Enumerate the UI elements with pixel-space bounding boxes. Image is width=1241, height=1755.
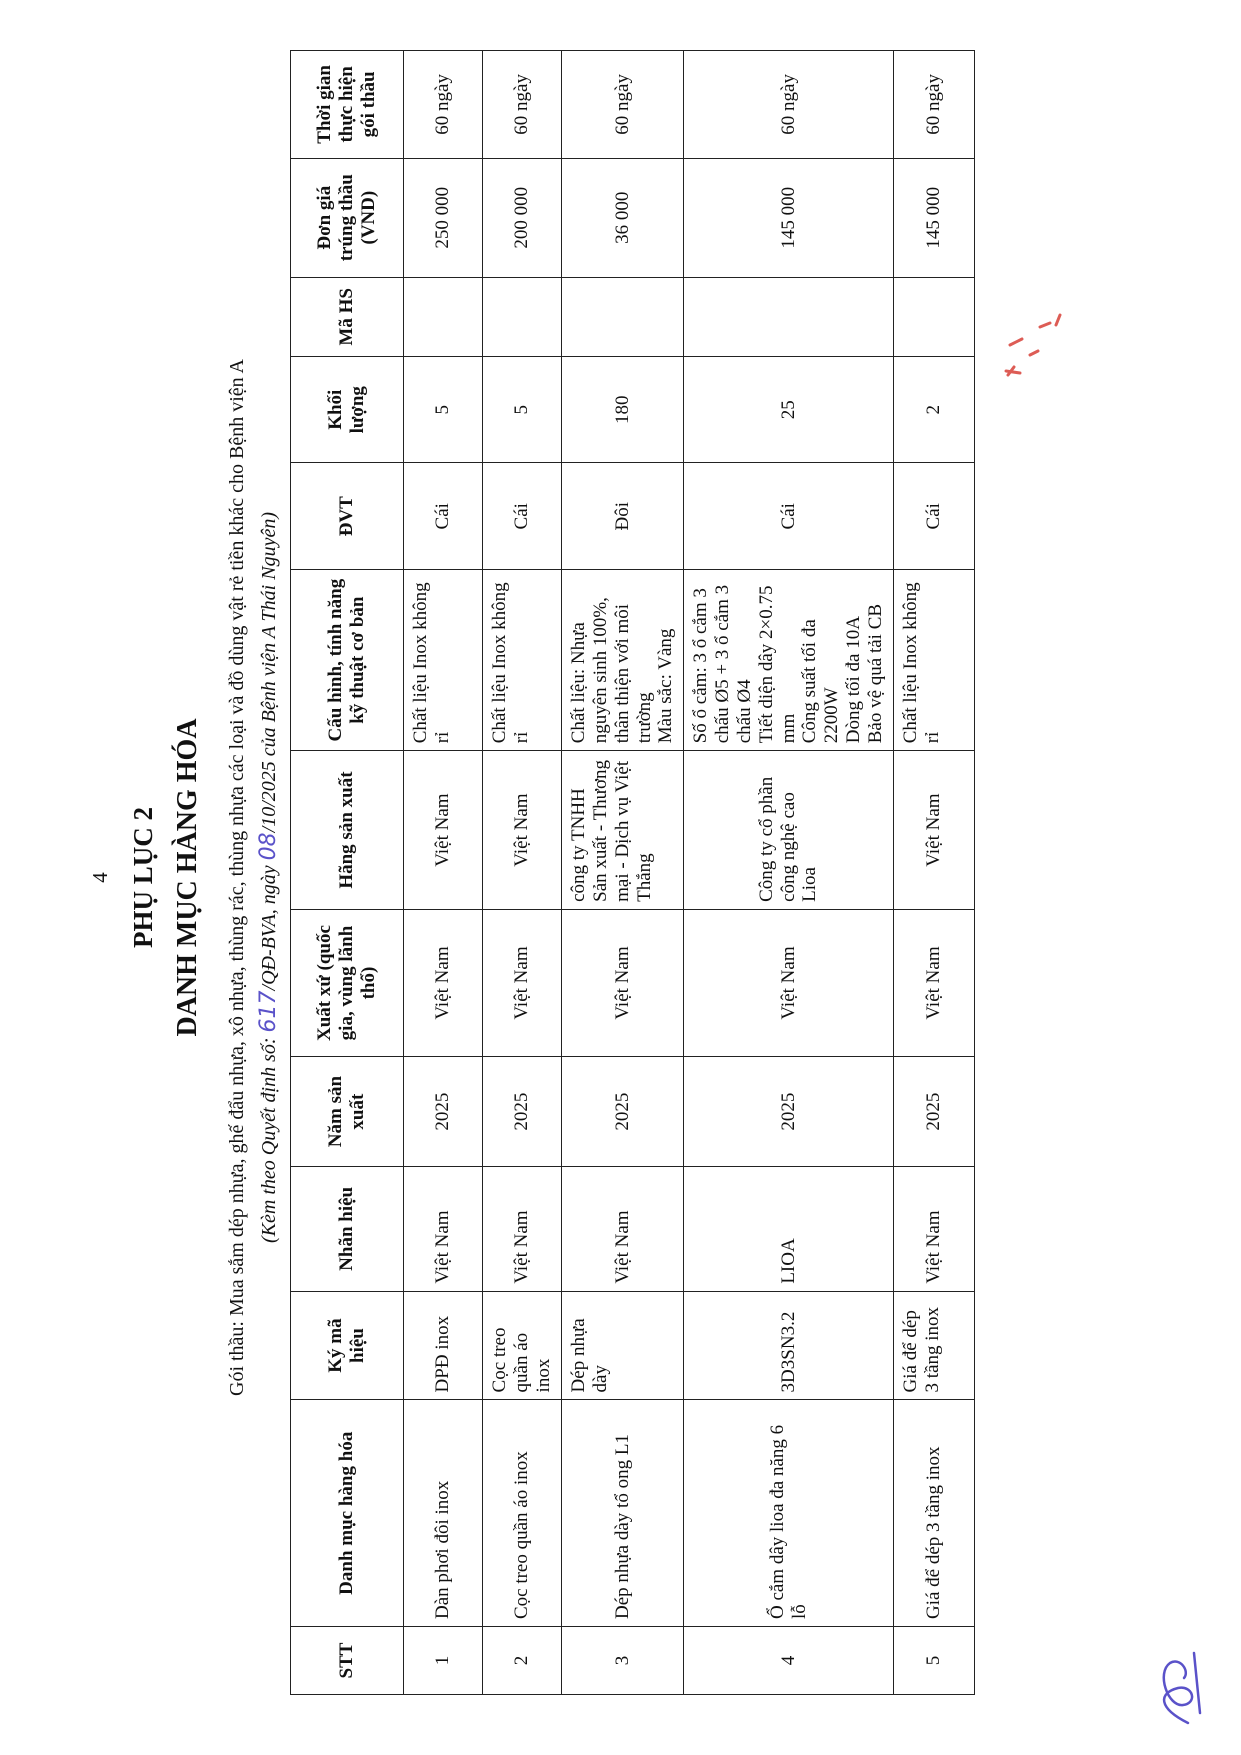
table-cell: 3D3SN3.2 (684, 1291, 894, 1400)
table-cell: 1 (404, 1627, 483, 1695)
table-cell: Việt Nam (404, 751, 483, 910)
table-cell: 2025 (684, 1057, 894, 1167)
table-cell: Dép nhựa dày tổ ong L1 (562, 1400, 684, 1627)
decision-suffix: /10/2025 của Bệnh viện A Thái Nguyên) (258, 512, 280, 833)
header-cell: Ký mã hiệu (291, 1291, 404, 1400)
table-row (684, 51, 894, 1695)
decision-day: 08 (256, 832, 281, 861)
table-cell: LIOA (684, 1167, 894, 1292)
table-cell (404, 277, 483, 356)
table-cell: 250 000 (404, 158, 483, 277)
table-cell: 4 (684, 1627, 894, 1695)
header-cell: Nhãn hiệu (291, 1167, 404, 1292)
table-cell: 180 (562, 356, 684, 463)
table-cell: 5 (483, 356, 562, 463)
table-cell: Dép nhựa dày (562, 1291, 684, 1400)
decision-reference (256, 0, 281, 1755)
table-cell: 145 000 (893, 158, 974, 277)
package-description: Gói thầu: Mua sắm dép nhựa, ghế đẩu nhựa, xô nhựa, thùng rác, thùng nhựa các loại và đồ dùng vật rẻ tiền khác cho Bệnh viện A (226, 359, 248, 1396)
table-cell: 60 ngày (684, 51, 894, 159)
header-cell: Năm sản xuất (291, 1057, 404, 1167)
table-cell: 2 (893, 356, 974, 463)
header-cell: STT (291, 1627, 404, 1695)
signature-icon (1148, 1643, 1208, 1733)
table-cell: Số ổ cắm: 3 ổ cắm 3 chấu Ø5 + 3 ổ cắm 3 chấu Ø4 Tiết diện dây 2×0.75 mm Công suất tối đa 2200W Dòng tối đa 10A Bảo vệ quá tải CB (684, 569, 894, 750)
table-cell: Việt Nam (684, 909, 894, 1056)
table-cell: Cái (404, 463, 483, 570)
appendix-title: PHỤ LỤC 2 (128, 807, 158, 948)
table-row (404, 51, 483, 1695)
table-cell: 60 ngày (562, 51, 684, 159)
goods-table (290, 50, 975, 1695)
table-cell: Chất liệu Inox không rỉ (483, 569, 562, 750)
table-cell: 5 (404, 356, 483, 463)
table-cell: Việt Nam (893, 909, 974, 1056)
table-cell (684, 277, 894, 356)
table-cell: Đôi (562, 463, 684, 570)
table-cell: Chất liệu: Nhựa nguyên sinh 100%, thân thiện với môi trường Màu sắc: Vàng (562, 569, 684, 750)
header-cell: Mã HS (291, 277, 404, 356)
header-cell: Khối lượng (291, 356, 404, 463)
table-row (562, 51, 684, 1695)
table-cell: Chất liệu Inox không rỉ (404, 569, 483, 750)
decision-middle: /QĐ-BVA, ngày (258, 860, 280, 991)
table-cell (562, 277, 684, 356)
table-row (893, 51, 974, 1695)
decision-prefix: (Kèm theo Quyết định số: (258, 1032, 280, 1243)
table-cell: 36 000 (562, 158, 684, 277)
table-cell: 2025 (483, 1057, 562, 1167)
table-cell: công ty TNHH Sản xuất - Thương mại - Dịch vụ Việt Thắng (562, 751, 684, 910)
table-cell: Cọc treo quần áo inox (483, 1291, 562, 1400)
table-cell: Việt Nam (562, 909, 684, 1056)
table-cell: Ổ cắm dây lioa đa năng 6 lỗ (684, 1400, 894, 1627)
decision-number: 617 (256, 990, 281, 1033)
table-cell: Giá để dép 3 tầng inox (893, 1291, 974, 1400)
stamp-fragment-icon (1000, 305, 1070, 385)
table-cell: Việt Nam (893, 751, 974, 910)
header-cell: Hãng sản xuất (291, 751, 404, 910)
header-cell: Thời gian thực hiện gói thầu (291, 51, 404, 159)
table-cell: 200 000 (483, 158, 562, 277)
table-cell: 5 (893, 1627, 974, 1695)
table-cell: Giá để dép 3 tầng inox (893, 1400, 974, 1627)
list-title: DANH MỤC HÀNG HÓA (172, 718, 203, 1037)
table-cell: 25 (684, 356, 894, 463)
table-cell: Dàn phơi đôi inox (404, 1400, 483, 1627)
table-cell: Công ty cổ phần công nghệ cao Lioa (684, 751, 894, 910)
table-cell: 3 (562, 1627, 684, 1695)
table-cell: Việt Nam (483, 751, 562, 910)
header-cell: Xuất xứ (quốc gia, vùng lãnh thổ) (291, 909, 404, 1056)
table-cell: Cái (483, 463, 562, 570)
table-cell: Việt Nam (893, 1167, 974, 1292)
table-cell: 145 000 (684, 158, 894, 277)
table-cell: 2025 (404, 1057, 483, 1167)
table-cell: 2025 (562, 1057, 684, 1167)
table-cell (483, 277, 562, 356)
table-cell: 2025 (893, 1057, 974, 1167)
table-cell: 60 ngày (893, 51, 974, 159)
header-cell: ĐVT (291, 463, 404, 570)
table-header-row (291, 51, 404, 1695)
table-cell: DPĐ inox (404, 1291, 483, 1400)
table-cell: Cái (684, 463, 894, 570)
table-cell: Việt Nam (404, 909, 483, 1056)
table-cell: Việt Nam (404, 1167, 483, 1292)
table-cell (893, 277, 974, 356)
table-cell: 60 ngày (483, 51, 562, 159)
table-cell: Cái (893, 463, 974, 570)
header-cell: Cấu hình, tính năng kỹ thuật cơ bản (291, 569, 404, 750)
header-cell: Đơn giá trúng thầu (VND) (291, 158, 404, 277)
table-cell: 2 (483, 1627, 562, 1695)
table-cell: Việt Nam (562, 1167, 684, 1292)
table-cell: Cọc treo quần áo inox (483, 1400, 562, 1627)
table-cell: Chất liệu Inox không rỉ (893, 569, 974, 750)
header-cell: Danh mục hàng hóa (291, 1400, 404, 1627)
table-cell: 60 ngày (404, 51, 483, 159)
table-row (483, 51, 562, 1695)
table-cell: Việt Nam (483, 909, 562, 1056)
table-cell: Việt Nam (483, 1167, 562, 1292)
page-number: 4 (88, 872, 112, 883)
